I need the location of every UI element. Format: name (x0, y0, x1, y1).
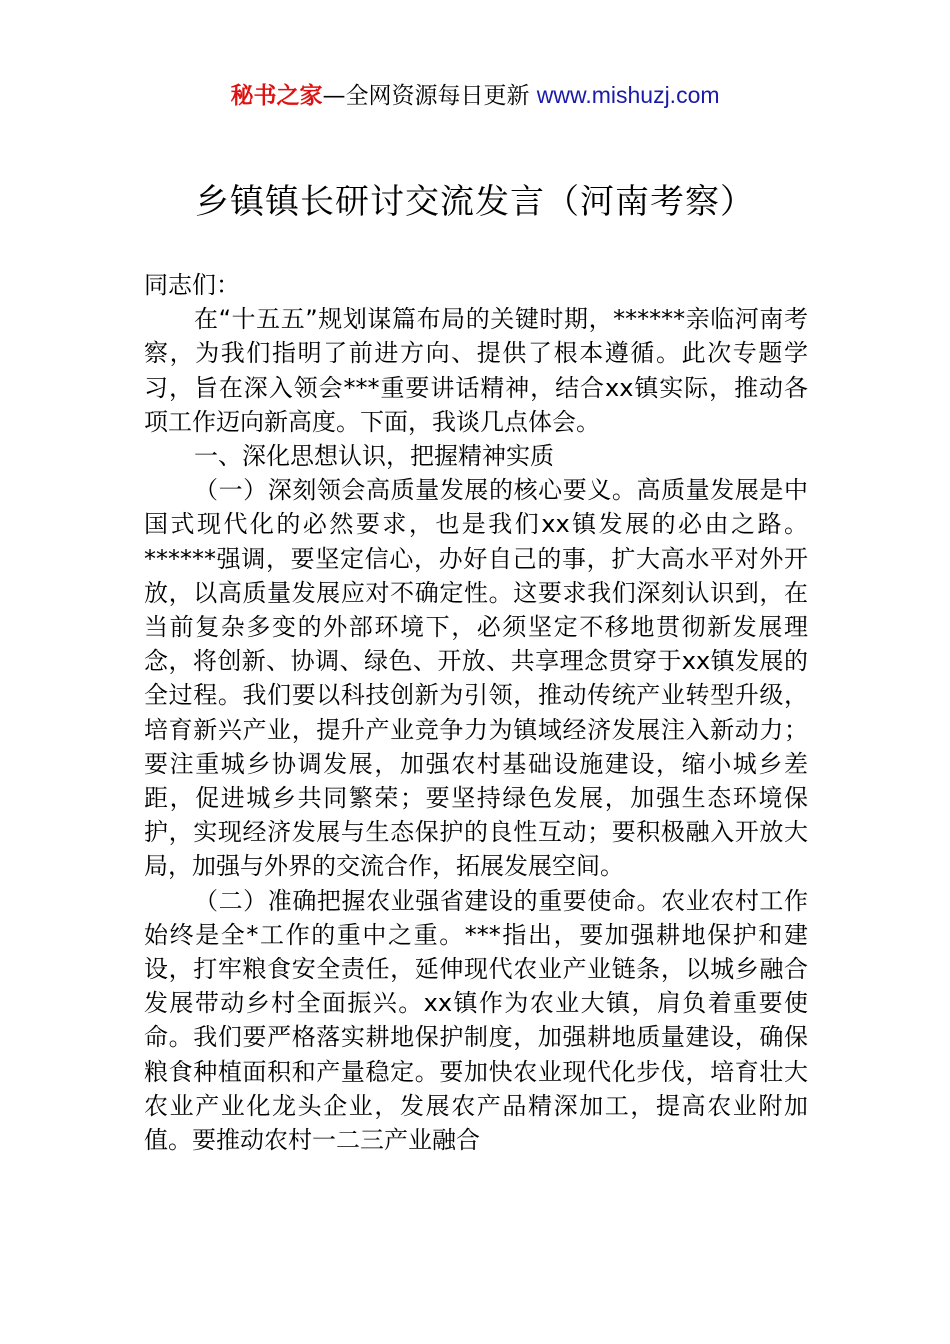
document-title: 乡镇镇长研讨交流发言（河南考察） (195, 182, 755, 222)
site-url-link[interactable]: www.mishuzj.com (536, 82, 720, 108)
paragraph-subsection-2: （二）准确把握农业强省建设的重要使命。农业农村工作始终是全*工作的重中之重。***指出，要加强耕地保护和建设，打牢粮食安全责任，延伸现代农业产业链条，以城乡融合发展带动乡村全面振兴。xx镇作为农业大镇，肩负着重要使命。我们要严格落实耕地保护制度，加强耕地质量建设，确保粮食种植面积和产量稳定。要加快农业现代化步伐，培育壮大农业产业化龙头企业，发展农产品精深加工，提高农业附加值。要推动农村一二三产业融合 (144, 886, 808, 1155)
paragraph-intro: 在“十五五”规划谋篇布局的关键时期，******亲临河南考察，为我们指明了前进方向、提供了根本遵循。此次专题学习，旨在深入领会***重要讲话精神，结合xx镇实际，推动各项工作迈向新高度。下面，我谈几点体会。 (144, 305, 808, 436)
site-header (0, 78, 950, 113)
section-heading: 一、深化思想认识，把握精神实质 (194, 442, 554, 471)
paragraph-subsection-1: （一）深刻领会高质量发展的核心要义。高质量发展是中国式现代化的必然要求，也是我们xx镇发展的必由之路。******强调，要坚定信心，办好自己的事，扩大高水平对外开放，以高质量发展应对不确定性。这要求我们深刻认识到，在当前复杂多变的外部环境下，必须坚定不移地贯彻新发展理念，将创新、协调、绿色、开放、共享理念贯穿于xx镇发展的全过程。我们要以科技创新为引领，推动传统产业转型升级，培育新兴产业，提升产业竞争力为镇域经济发展注入新动力；要注重城乡协调发展，加强农村基础设施建设，缩小城乡差距，促进城乡共同繁荣；要坚持绿色发展，加强生态环境保护，实现经济发展与生态保护的良性互动；要积极融入开放大局，加强与外界的交流合作，拓展发展空间。 (144, 476, 808, 881)
salutation: 同志们： (144, 271, 240, 299)
site-brand: 秘书之家 (230, 83, 323, 109)
document-body (144, 268, 808, 1157)
site-slogan: —全网资源每日更新 (322, 83, 537, 109)
